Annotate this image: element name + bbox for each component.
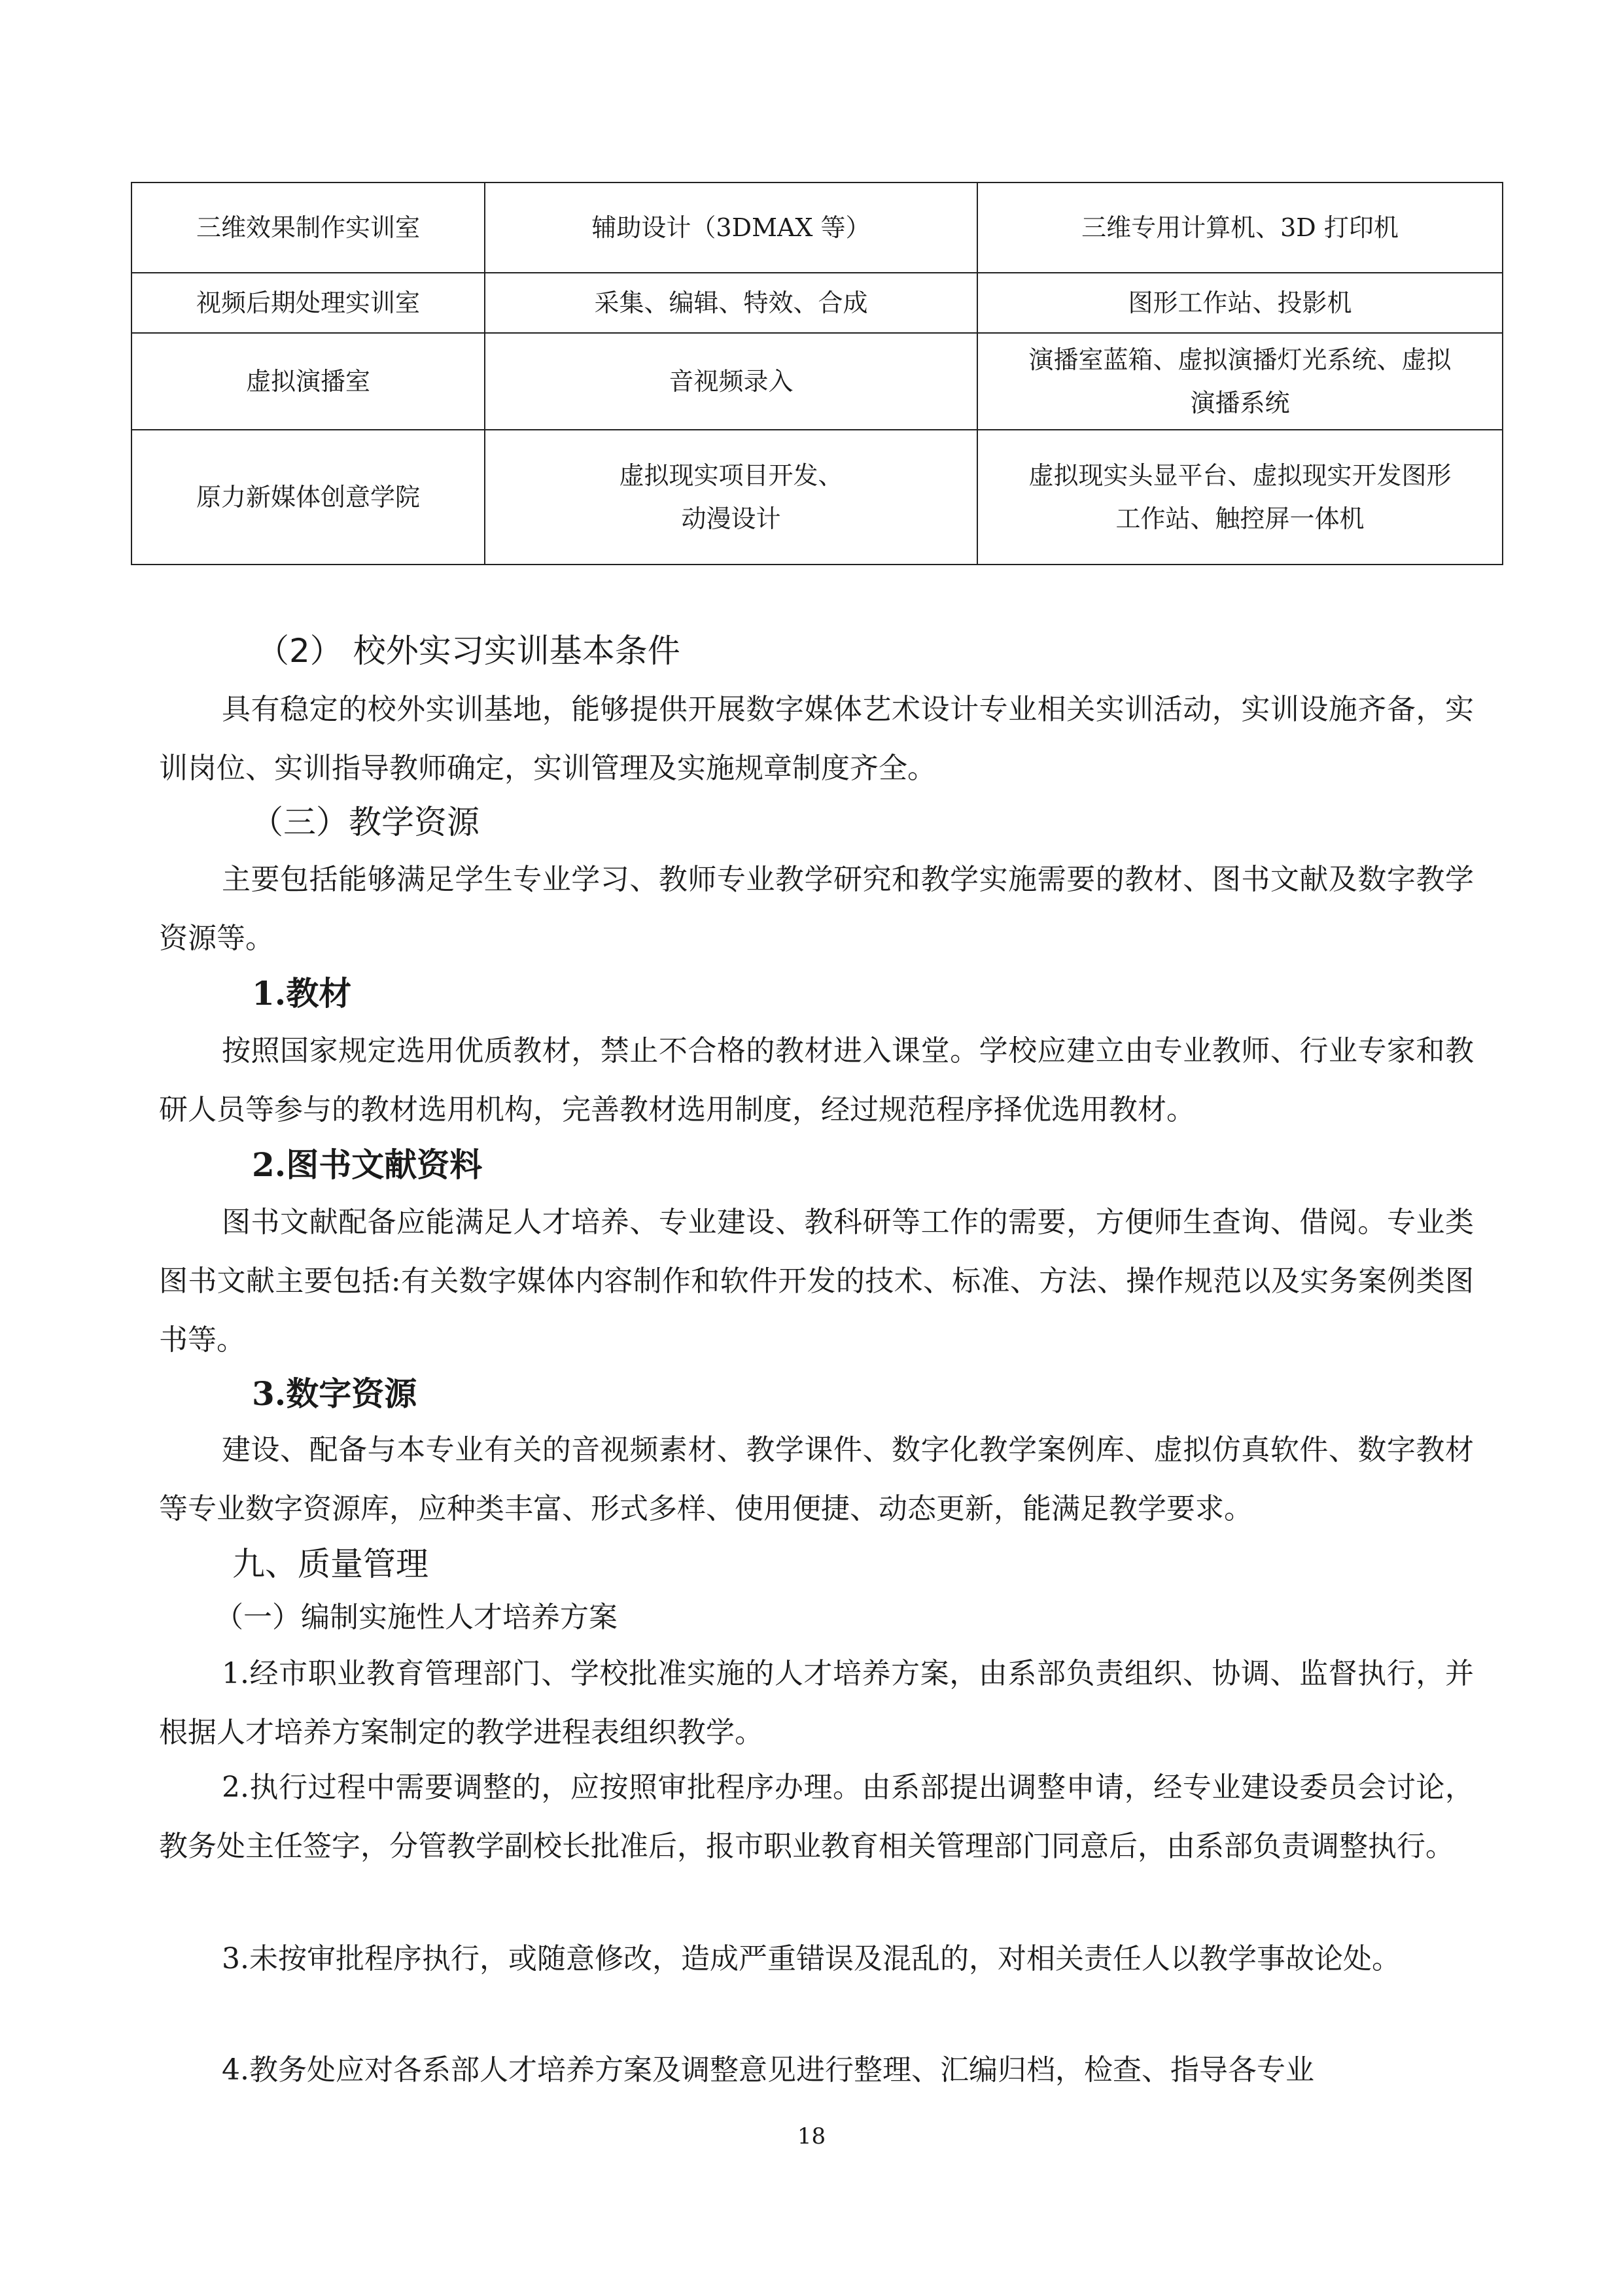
- table-cell: 音视频录入: [485, 333, 977, 430]
- training-room-table: [131, 182, 1503, 565]
- library-paragraph: 图书文献配备应能满足人才培养、专业建设、教科研等工作的需要，方便师生查询、借阅。专业类图书文献主要包括:有关数字媒体内容制作和软件开发的技术、标准、方法、操作规范以及实务案例类图书等。: [159, 1206, 1474, 1357]
- resources-heading: （三）教学资源: [251, 803, 480, 841]
- offcampus-paragraph: 具有稳定的校外实训基地，能够提供开展数字媒体艺术设计专业相关实训活动，实训设施齐备，实训岗位、实训指导教师确定，实训管理及实施规章制度齐全。: [159, 693, 1474, 785]
- plan-item-3: 3.未按审批程序执行，或随意修改，造成严重错误及混乱的，对相关责任人以教学事故论处。: [222, 1942, 1401, 1975]
- table-row: [131, 273, 1503, 333]
- digital-heading: 3.数字资源: [252, 1374, 417, 1413]
- table-row: [131, 183, 1503, 273]
- plan-item-4: 4.教务处应对各系部人才培养方案及调整意见进行整理、汇编归档，检查、指导各专业: [222, 2053, 1314, 2087]
- table-cell: 三维效果制作实训室: [131, 183, 485, 273]
- table-cell: 三维专用计算机、3D 打印机: [977, 183, 1503, 273]
- table-row: [131, 333, 1503, 430]
- table-cell: 虚拟现实头显平台、虚拟现实开发图形 工作站、触控屏一体机: [977, 430, 1503, 565]
- library-heading: 2.图书文献资料: [252, 1145, 483, 1184]
- quality-heading: 九、质量管理: [232, 1545, 428, 1583]
- table-cell: 虚拟演播室: [131, 333, 485, 430]
- table-cell: 辅助设计（3DMAX 等）: [485, 183, 977, 273]
- table-cell: 视频后期处理实训室: [131, 273, 485, 333]
- page-number: 18: [797, 2123, 826, 2149]
- offcampus-heading: （2） 校外实习实训基本条件: [256, 632, 680, 670]
- textbook-heading: 1.教材: [252, 974, 352, 1013]
- table-cell: 采集、编辑、特效、合成: [485, 273, 977, 333]
- resources-paragraph: 主要包括能够满足学生专业学习、教师专业教学研究和教学实施需要的教材、图书文献及数字教学资源等。: [159, 863, 1474, 955]
- table-cell: 虚拟现实项目开发、 动漫设计: [485, 430, 977, 565]
- textbook-paragraph: 按照国家规定选用优质教材，禁止不合格的教材进入课堂。学校应建立由专业教师、行业专家和教研人员等参与的教材选用机构，完善教材选用制度，经过规范程序择优选用教材。: [159, 1034, 1474, 1126]
- digital-paragraph: 建设、配备与本专业有关的音视频素材、教学课件、数字化教学案例库、虚拟仿真软件、数字教材等专业数字资源库，应种类丰富、形式多样、使用便捷、动态更新，能满足教学要求。: [159, 1433, 1474, 1525]
- table-row: [131, 430, 1503, 565]
- table-cell: 演播室蓝箱、虚拟演播灯光系统、虚拟 演播系统: [977, 333, 1503, 430]
- plan-item-2: 2.执行过程中需要调整的，应按照审批程序办理。由系部提出调整申请，经专业建设委员会讨论，教务处主任签字，分管教学副校长批准后，报市职业教育相关管理部门同意后，由系部负责调整执行。: [159, 1771, 1474, 1863]
- plan-heading: （一）编制实施性人才培养方案: [215, 1601, 618, 1634]
- table-cell: 图形工作站、投影机: [977, 273, 1503, 333]
- table-cell: 原力新媒体创意学院: [131, 430, 485, 565]
- plan-item-1: 1.经市职业教育管理部门、学校批准实施的人才培养方案，由系部负责组织、协调、监督执行，并根据人才培养方案制定的教学进程表组织教学。: [159, 1657, 1474, 1749]
